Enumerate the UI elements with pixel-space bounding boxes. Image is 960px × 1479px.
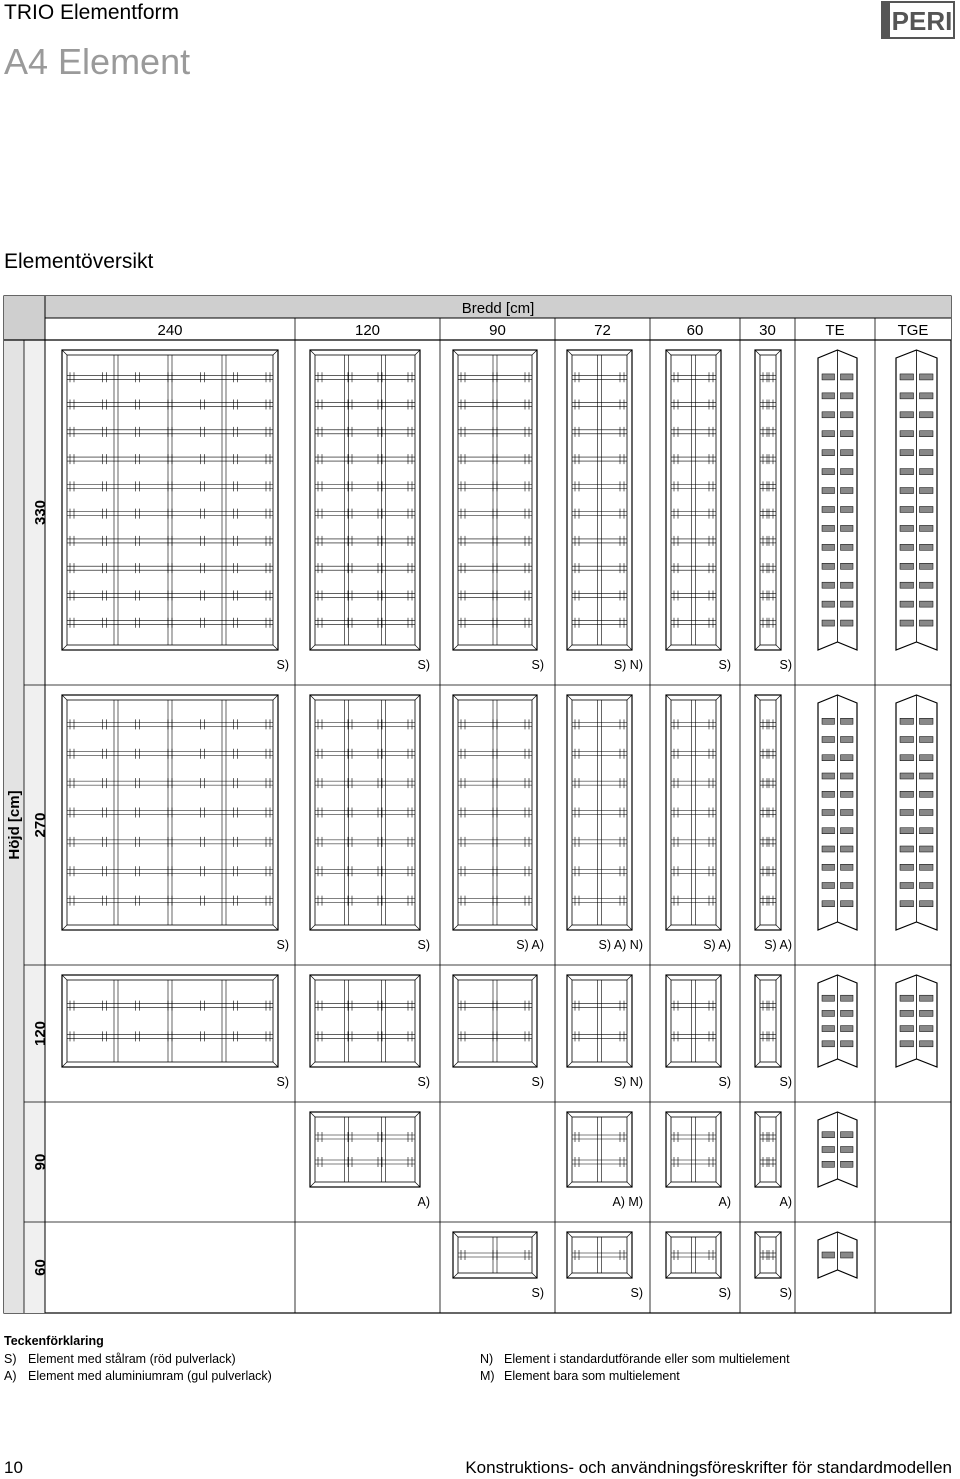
element-drawing — [567, 975, 632, 1067]
element-caption: S) — [779, 658, 792, 672]
element-caption: S) — [417, 938, 430, 952]
element-drawing — [755, 695, 781, 930]
column-header: TE — [825, 322, 845, 339]
element-drawing — [666, 695, 721, 930]
document-subtitle: A4 Element — [4, 41, 191, 82]
legend-left-column — [4, 1351, 480, 1385]
element-caption: S) — [531, 658, 544, 672]
legend — [4, 1333, 956, 1385]
page-number: 10 — [4, 1458, 23, 1477]
element-drawing — [453, 975, 537, 1067]
element-caption: S) — [779, 1075, 792, 1089]
row-height-label: 270 — [32, 812, 49, 838]
element-caption: S) — [276, 1075, 289, 1089]
column-header: 90 — [489, 322, 506, 339]
element-drawing — [567, 695, 632, 930]
legend-item: A) Element med aluminiumram (gul pulverlack) — [4, 1369, 272, 1383]
row-height-label: 120 — [32, 1020, 49, 1047]
element-drawing — [453, 350, 537, 650]
element-drawing — [62, 350, 278, 650]
element-caption: S) A) — [516, 938, 544, 952]
element-caption: S) A) N) — [598, 938, 643, 952]
column-header: 120 — [354, 322, 381, 339]
element-drawing — [567, 1232, 632, 1278]
element-drawing — [755, 350, 781, 650]
row-height-label: 60 — [32, 1259, 49, 1276]
element-caption: S) — [531, 1075, 544, 1089]
element-drawing — [755, 1112, 781, 1187]
column-header: 30 — [759, 322, 776, 339]
corner-element-drawing — [896, 975, 937, 1067]
element-drawing — [453, 695, 537, 930]
svg-text:PERI: PERI — [891, 6, 953, 36]
element-caption: A) — [417, 1195, 430, 1209]
element-drawing — [62, 975, 278, 1067]
element-drawing — [666, 350, 721, 650]
legend-item: M) Element bara som multielement — [480, 1369, 680, 1383]
element-drawing — [310, 695, 420, 930]
height-axis-label: Höjd [cm] — [6, 790, 23, 860]
element-drawing — [666, 975, 721, 1067]
element-caption: S) N) — [613, 658, 643, 672]
element-drawing — [567, 1112, 632, 1187]
element-caption: A) — [718, 1195, 731, 1209]
element-caption: S) — [779, 1286, 792, 1300]
row-height-label: 90 — [32, 1153, 49, 1171]
column-header: 240 — [157, 322, 183, 339]
column-header: 72 — [594, 322, 611, 339]
element-caption: S) — [417, 1075, 430, 1089]
row-height-label: 330 — [32, 499, 49, 526]
footer-text: Konstruktions- och användningsföreskrifter för standardmodellen — [465, 1458, 952, 1477]
corner-element-drawing — [818, 1112, 857, 1187]
element-drawing — [310, 975, 420, 1067]
column-header: TGE — [897, 322, 929, 339]
element-drawing — [453, 1232, 537, 1278]
element-caption: S) — [531, 1286, 544, 1300]
element-caption: S) — [276, 938, 289, 952]
corner-element-drawing — [896, 695, 937, 930]
element-drawing — [567, 350, 632, 650]
element-caption: S) — [718, 1286, 731, 1300]
corner-element-drawing — [818, 350, 857, 650]
corner-cell — [4, 296, 45, 340]
element-caption: S) — [718, 1075, 731, 1089]
corner-element-drawing — [896, 350, 937, 650]
section-title: Elementöversikt — [4, 250, 154, 273]
element-caption: S) — [417, 658, 430, 672]
legend-heading: Teckenförklaring — [4, 1334, 104, 1348]
element-drawing — [310, 1112, 420, 1187]
element-drawing — [310, 350, 420, 650]
document-title: TRIO Elementform — [4, 1, 180, 24]
legend-right-column — [480, 1351, 956, 1385]
legend-item: S) Element med stålram (röd pulverlack) — [4, 1352, 236, 1366]
element-caption: S) N) — [613, 1075, 643, 1089]
element-drawing — [666, 1112, 721, 1187]
element-caption: A) M) — [612, 1195, 643, 1209]
element-caption: S) — [630, 1286, 643, 1300]
element-drawing — [62, 695, 278, 930]
element-drawing — [755, 975, 781, 1067]
element-caption: S) — [276, 658, 289, 672]
element-drawing — [666, 1232, 721, 1278]
element-caption: A) — [779, 1195, 792, 1209]
element-caption: S) A) — [703, 938, 731, 952]
column-header: 60 — [686, 322, 704, 339]
element-drawing — [755, 1232, 781, 1278]
corner-element-drawing — [818, 975, 857, 1067]
corner-element-drawing — [818, 695, 857, 930]
width-axis-label: Bredd [cm] — [461, 300, 535, 317]
element-caption: S) — [718, 658, 731, 672]
element-caption: S) A) — [764, 938, 792, 952]
legend-item: N) Element i standardutförande eller som multielement — [480, 1352, 790, 1366]
